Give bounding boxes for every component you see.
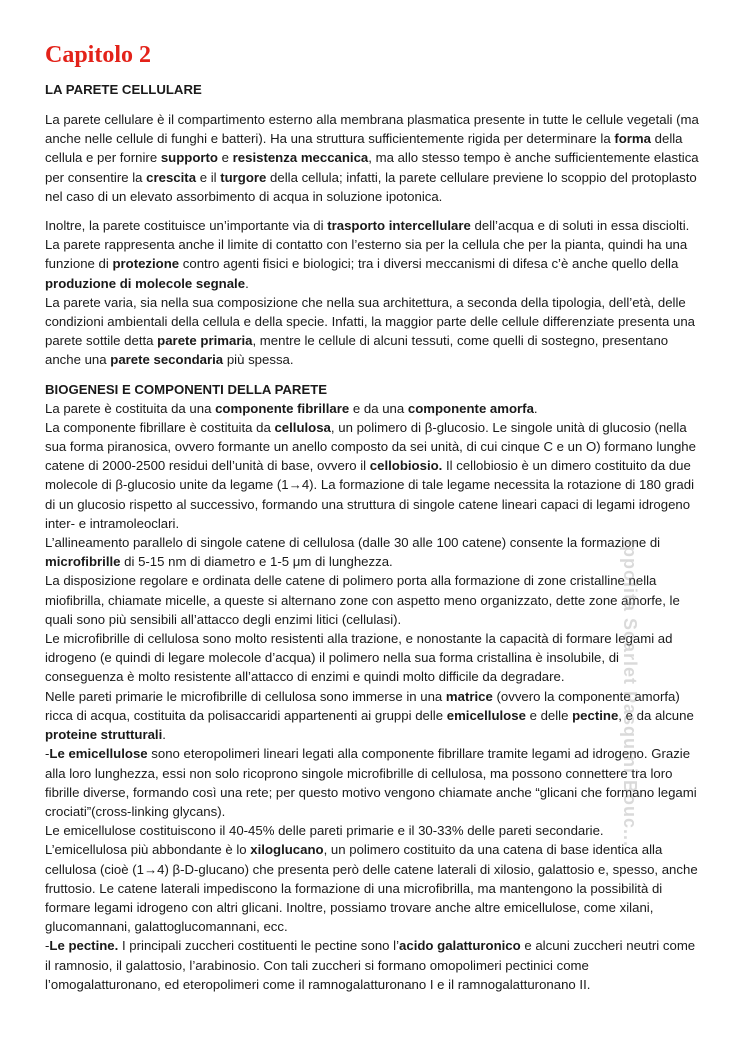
biogenesis-paragraph-text: La componente fibrillare è costituita da [45, 419, 275, 435]
biogenesis-paragraph-bold-term: microfibrille [45, 554, 121, 570]
biogenesis-paragraph-text: e alcuni zuccheri neutri come il ramnosio, il galattosio, l’arabinosio. Con tali zuccheri si formano omopolimeri pectinici come l’omogalatturonano, ed eteropolimeri come il ramnogalatturonano I e il ramnogalatturonano II. [45, 938, 696, 992]
biogenesis-paragraph-text: e delle [525, 707, 573, 723]
intro-paragraph-bold-term: resistenza meccanica [232, 150, 369, 166]
biogenesis-paragraph-bold-term: cellulosa [274, 419, 331, 435]
biogenesis-paragraph-bold-term: pectine [572, 707, 619, 723]
wall-variation-paragraph-text: , mentre le cellule di alcuni tessuti, come quelli di sostegno, presentano anche una [45, 333, 669, 368]
wall-variation-paragraph-text: La parete varia, sia nella sua composizione che nella sua architettura, a seconda della tipologia, dell’età, delle condizioni ambientali della cellula e della specie. Infatti, la maggior parte delle cellule differenziate presenta una parete sottile detta [45, 294, 696, 349]
intro-paragraph-text: La parete cellulare è il compartimento esterno alla membrana plasmatica presente in tutte le cellule vegetali (ma anche nelle cellule di funghi e batteri). Ha una struttura sufficientemente rigida per determinare la [45, 112, 699, 147]
intro-paragraph-text: e [217, 150, 233, 166]
biogenesis-paragraph-text: - [45, 938, 50, 954]
document-body [45, 40, 701, 994]
intro-paragraph-bold-term: forma [614, 131, 651, 147]
wall-variation-paragraph [45, 293, 701, 370]
transport-paragraph-text: Inoltre, la parete costituisce un’importante via di [45, 218, 328, 234]
biogenesis-paragraph-text: (ovvero la componente amorfa) ricca di acqua, costituita da polisaccaridi appartenenti ai gruppi delle [45, 688, 680, 723]
biogenesis-paragraph-bold-term: Le emicellulose [49, 746, 148, 762]
biogenesis-paragraph-text: La parete è costituita da una [45, 400, 216, 416]
biogenesis-paragraph-text: di 5-15 nm di diametro e 1-5 μm di lunghezza. [120, 554, 393, 570]
biogenesis-paragraph-text: e da una [349, 400, 408, 416]
biogenesis-paragraph-text: . [533, 400, 538, 416]
biogenesis-paragraph-text: L’emicellulosa più abbondante è lo [45, 842, 251, 858]
biogenesis-paragraph-bold-term: emicellulose [446, 707, 526, 723]
wall-variation-paragraph-bold-term: parete secondaria [110, 352, 224, 368]
biogenesis-paragraph-text: sono eteropolimeri lineari legati alla componente fibrillare tramite legami ad idrogeno. Grazie alla loro lunghezza, essi non solo ricoprono singole microfibrille di cellulosa, ma possono connettere tra loro fibrille diverse, formando così una rete; per questo motivo vengono chiamate anche “glicani che formano legami crociati”(cross-linking glycans). [45, 746, 697, 819]
biogenesis-paragraph [45, 533, 701, 571]
wall-variation-paragraph-bold-term: parete primaria [157, 333, 253, 349]
section-title: LA PARETE CELLULARE [45, 82, 202, 97]
biogenesis-paragraph [45, 840, 701, 936]
biogenesis-paragraph-bold-term: xiloglucano [250, 842, 324, 858]
transport-paragraph-bold-term: trasporto intercellulare [327, 218, 471, 234]
biogenesis-paragraph [45, 399, 701, 418]
biogenesis-paragraph-text: , un polimero costituito da una catena di base identica alla cellulosa (cioè (1→4) β-D-glucano) che presenta però delle catene laterali di xilosio, galattosio e, spesso, anche fruttosio. Le catene laterali impediscono la formazione di una microfibrilla, ma mantengono la possibilità di formare legami idrogeno con altri glicani. Inoltre, possiamo trovare anche altre emicellulose, come xilani, glucomannani, galattoglucomannani, ecc. [45, 842, 698, 935]
biogenesis-paragraph-text: - [45, 746, 50, 762]
biogenesis-section [45, 399, 701, 994]
biogenesis-paragraph-text: Nelle pareti primarie le microfibrille di cellulosa sono immerse in una [45, 688, 446, 704]
transport-paragraph-text: contro agenti fisici e biologici; tra i diversi meccanismi di difesa c’è anche quello della [179, 256, 679, 272]
biogenesis-paragraph-text: Il cellobiosio è un dimero costituito da due molecole di β-glucosio unite da legame (1→4). La formazione di tale legame necessita la rotazione di 180 gradi di un glucosio rispetto al successivo, formando una struttura di singole catene lineari capaci di legami idrogeno inter- e intramoleoclari. [45, 458, 695, 531]
biogenesis-paragraph-text: Le microfibrille di cellulosa sono molto resistenti alla trazione, e nonostante la capacità di formare legami ad idrogeno (e quindi di legare molecole d’acqua) il polimero nella sua forma cristallina è insolubile, di conseguenza è molto resistente all’attacco di enzimi e quindi molto difficile da degradare. [45, 631, 673, 685]
intro-paragraph [45, 110, 701, 206]
transport-paragraph-bold-term: produzione di molecole segnale [45, 275, 246, 291]
biogenesis-paragraph-text: L’allineamento parallelo di singole catene di cellulosa (dalle 30 alle 100 catene) consente la formazione di [45, 535, 661, 551]
biogenesis-paragraph [45, 418, 701, 533]
biogenesis-paragraph-text: , un polimero di β-glucosio. Le singole unità di glucosio (nella sua forma piranosica, ovvero formante un anello composto da sei unità, di cui cinque C e un O) formano lunghe catene di 2000-2500 residui dell’unità di base, ovvero il [45, 419, 696, 474]
biogenesis-paragraph-text: La disposizione regolare e ordinata delle catene di polimero porta alla formazione di zone cristalline nella miofibrilla, chiamate micelle, a queste si alternano zone con aspetto meno organizzato, dette zone amorfe, le quali sono più sensibili all’attacco degli enzimi litici (cellulasi). [45, 573, 680, 627]
biogenesis-paragraph-bold-term: componente fibrillare [215, 400, 350, 416]
watermark: Ippolita Scarlet Pasquini Bouc... [620, 540, 640, 848]
biogenesis-paragraph [45, 629, 701, 687]
biogenesis-paragraph-text: , e da alcune [618, 707, 694, 723]
biogenesis-paragraph [45, 744, 701, 821]
wall-variation-paragraph-text: più spessa. [223, 352, 294, 368]
subsection-title: BIOGENESI E COMPONENTI DELLA PARETE [45, 381, 328, 397]
intro-paragraph-bold-term: supporto [160, 150, 218, 166]
transport-paragraph-text: dell’acqua e di soluti in essa disciolti. La parete rappresenta anche il limite di contatto con l’esterno sia per la cellula che per la pianta, quindi ha una funzione di [45, 218, 690, 272]
biogenesis-paragraph [45, 571, 701, 629]
intro-paragraph-text: della cellula; infatti, la parete cellulare previene lo scoppio del protoplasto nel caso di un elevato assorbimento di acqua in soluzione ipotonica. [45, 169, 697, 204]
intro-paragraph-text: , ma allo stesso tempo è anche sufficientemente elastica per consentire la [45, 150, 699, 185]
biogenesis-paragraph-bold-term: matrice [445, 688, 493, 704]
biogenesis-paragraph-bold-term: cellobiosio. [369, 458, 443, 474]
biogenesis-paragraph [45, 936, 701, 994]
intro-paragraph-bold-term: turgore [220, 169, 267, 185]
biogenesis-paragraph-bold-term: proteine strutturali [45, 727, 163, 743]
transport-paragraph-bold-term: protezione [112, 256, 180, 272]
biogenesis-paragraph [45, 821, 701, 840]
biogenesis-paragraph-bold-term: componente amorfa [407, 400, 534, 416]
intro-paragraph-text: della cellula e per fornire [45, 131, 683, 166]
biogenesis-paragraph-text: . [162, 727, 166, 743]
biogenesis-paragraph-text: I principali zuccheri costituenti le pectine sono l’ [118, 938, 400, 954]
transport-paragraph [45, 216, 701, 293]
biogenesis-paragraph-bold-term: Le pectine. [49, 938, 119, 954]
intro-paragraph-text: e il [196, 169, 221, 185]
chapter-title: Capitolo 2 [45, 42, 152, 68]
biogenesis-paragraph [45, 687, 701, 745]
intro-paragraph-bold-term: crescita [146, 169, 197, 185]
biogenesis-paragraph-text: Le emicellulose costituiscono il 40-45% delle pareti primarie e il 30-33% delle pareti secondarie. [45, 823, 604, 839]
biogenesis-paragraph-bold-term: acido galatturonico [399, 938, 521, 954]
transport-paragraph-text: . [245, 275, 249, 291]
